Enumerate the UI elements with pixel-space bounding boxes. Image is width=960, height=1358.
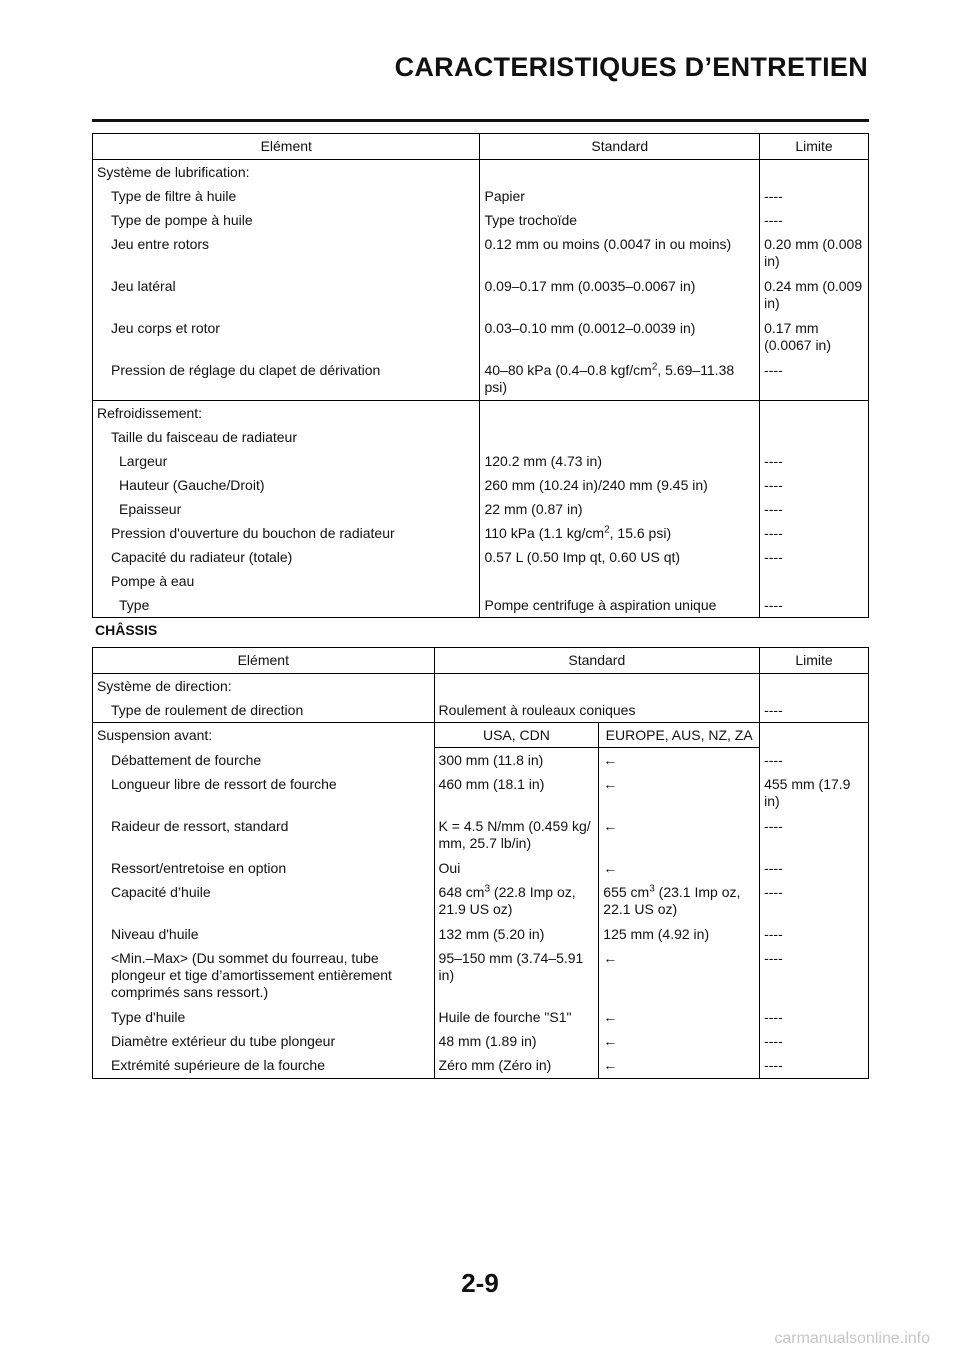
table-row [93,946,869,1005]
table-row [93,698,869,723]
table-row [93,1005,869,1029]
header-limit: Limite [760,134,869,160]
spec-table-engine [92,133,869,618]
header-standard: Standard [480,134,760,160]
limit-value: ---- [760,521,869,545]
limit-value: ---- [760,593,869,618]
header-standard: Standard [434,648,760,674]
item-label: Jeu corps et rotor [93,316,480,358]
item-label: Type de roulement de direction [93,698,435,723]
item-label: Débattement de fourche [93,748,435,773]
limit-value: 0.17 mm (0.0067 in) [760,316,869,358]
limit-value [760,425,869,449]
limit-value: 0.20 mm (0.008 in) [760,232,869,274]
limit-value: ---- [760,449,869,473]
table-row [93,274,869,316]
table-row [93,856,869,880]
section-heading-chassis: CHÂSSIS [95,622,158,638]
item-label: Epaisseur [93,497,480,521]
item-label: Niveau d'huile [93,922,435,946]
standard-value: Type trochoïde [480,208,760,232]
column-europe: EUROPE, AUS, NZ, ZA [599,723,760,748]
table-header-row [93,134,869,160]
title-rule [92,119,869,122]
limit-value: ---- [760,473,869,497]
standard-value: 22 mm (0.87 in) [480,497,760,521]
table-row [93,184,869,208]
table-row [93,316,869,358]
page-title: CARACTERISTIQUES D’ENTRETIEN [394,52,868,82]
standard-value: 120.2 mm (4.73 in) [480,449,760,473]
usa-value: 95–150 mm (3.74–5.91 in) [434,946,599,1005]
limit-value: ---- [760,1029,869,1053]
item-label: Type [93,593,480,618]
eu-value: ← [599,772,760,814]
limit-value: ---- [760,814,869,856]
table-row [93,1053,869,1078]
limit-value: ---- [760,922,869,946]
item-label: Taille du faisceau de radiateur [93,425,480,449]
item-label: Jeu latéral [93,274,480,316]
standard-value: Papier [480,184,760,208]
table-row [93,208,869,232]
table-row [93,449,869,473]
table-row [93,232,869,274]
standard-value [480,425,760,449]
table-row [93,748,869,773]
table-row [93,358,869,400]
standard-value: Pompe centrifuge à aspiration unique [480,593,760,618]
usa-value: 132 mm (5.20 in) [434,922,599,946]
item-label: Capacité du radiateur (totale) [93,545,480,569]
eu-value: ← [599,814,760,856]
table-row [93,593,869,618]
usa-value: 460 mm (18.1 in) [434,772,599,814]
standard-value: 0.57 L (0.50 Imp qt, 0.60 US qt) [480,545,760,569]
item-label: Type de filtre à huile [93,184,480,208]
limit-value: ---- [760,184,869,208]
page-number: 2-9 [461,1268,499,1298]
limit-value: ---- [760,748,869,773]
item-label: <Min.–Max> (Du sommet du fourreau, tube plongeur et tige d’amortissement entièrement comprimés sans ressort.) [93,946,435,1005]
table-row [93,880,869,922]
item-label: Capacité d’huile [93,880,435,922]
eu-value: 125 mm (4.92 in) [599,922,760,946]
item-label: Diamètre extérieur du tube plongeur [93,1029,435,1053]
group-title-cooling: Refroidissement: [93,400,480,425]
item-label: Largeur [93,449,480,473]
group-title-row [93,674,869,699]
item-label: Pression de réglage du clapet de dérivation [93,358,480,400]
limit-value: 455 mm (17.9 in) [760,772,869,814]
group-title-row [93,723,869,748]
table-row [93,1029,869,1053]
table-row [93,473,869,497]
item-label: Pompe à eau [93,569,480,593]
limit-value: ---- [760,880,869,922]
table-row [93,569,869,593]
item-label: Type d'huile [93,1005,435,1029]
item-label: Type de pompe à huile [93,208,480,232]
limit-value: ---- [760,698,869,723]
group-title-steering: Système de direction: [93,674,435,699]
group-title-row [93,400,869,425]
limit-value: ---- [760,1053,869,1078]
usa-value: Zéro mm (Zéro in) [434,1053,599,1078]
item-label: Raideur de ressort, standard [93,814,435,856]
column-usa-cdn: USA, CDN [434,723,599,748]
eu-value: ← [599,1053,760,1078]
spec-table-chassis [92,647,869,1079]
limit-value: ---- [760,946,869,1005]
usa-value: Oui [434,856,599,880]
watermark: carmanualsonline.info [774,1330,930,1347]
eu-value: 655 $cm^3$ (23.1 Imp oz, 22.1 US oz) [599,880,760,922]
limit-value: 0.24 mm (0.009 in) [760,274,869,316]
limit-value: ---- [760,1005,869,1029]
item-label: Pression d'ouverture du bouchon de radiateur [93,521,480,545]
group-title-lubrication: Système de lubrification: [93,160,480,185]
eu-value: ← [599,1005,760,1029]
eu-value: ← [599,946,760,1005]
table-row [93,814,869,856]
group-title-row [93,160,869,185]
table-row [93,545,869,569]
table-row [93,521,869,545]
item-label: Extrémité supérieure de la fourche [93,1053,435,1078]
table-row [93,772,869,814]
usa-value: K = 4.5 N/mm (0.459 kg/ mm, 25.7 lb/in) [434,814,599,856]
standard-value: 0.09–0.17 mm (0.0035–0.0067 in) [480,274,760,316]
limit-value: ---- [760,856,869,880]
item-label: Longueur libre de ressort de fourche [93,772,435,814]
item-label: Hauteur (Gauche/Droit) [93,473,480,497]
table-header-row [93,648,869,674]
standard-value: 110 kPa (1.1 $kg/cm^2$, 15.6 psi) [480,521,760,545]
standard-value: 0.12 mm ou moins (0.0047 in ou moins) [480,232,760,274]
eu-value: ← [599,856,760,880]
table-row [93,922,869,946]
group-title-front-suspension: Suspension avant: [93,723,435,748]
limit-value: ---- [760,358,869,400]
standard-value [480,569,760,593]
limit-value: ---- [760,208,869,232]
usa-value: Huile de fourche "S1" [434,1005,599,1029]
table-row [93,425,869,449]
header-element: Elément [93,648,435,674]
header-element: Elément [93,134,480,160]
item-label: Jeu entre rotors [93,232,480,274]
standard-value: Roulement à rouleaux coniques [434,698,760,723]
usa-value: 648 $cm^3$ (22.8 Imp oz, 21.9 US oz) [434,880,599,922]
standard-value: 40–80 kPa (0.4–0.8 kgf/$cm^2$, 5.69–11.38 psi) [480,358,760,400]
standard-value: 0.03–0.10 mm (0.0012–0.0039 in) [480,316,760,358]
item-label: Ressort/entretoise en option [93,856,435,880]
table-row [93,497,869,521]
limit-value [760,569,869,593]
eu-value: ← [599,1029,760,1053]
limit-value: ---- [760,545,869,569]
usa-value: 300 mm (11.8 in) [434,748,599,773]
standard-value: 260 mm (10.24 in)/240 mm (9.45 in) [480,473,760,497]
eu-value: ← [599,748,760,773]
limit-value: ---- [760,497,869,521]
header-limit: Limite [760,648,869,674]
usa-value: 48 mm (1.89 in) [434,1029,599,1053]
